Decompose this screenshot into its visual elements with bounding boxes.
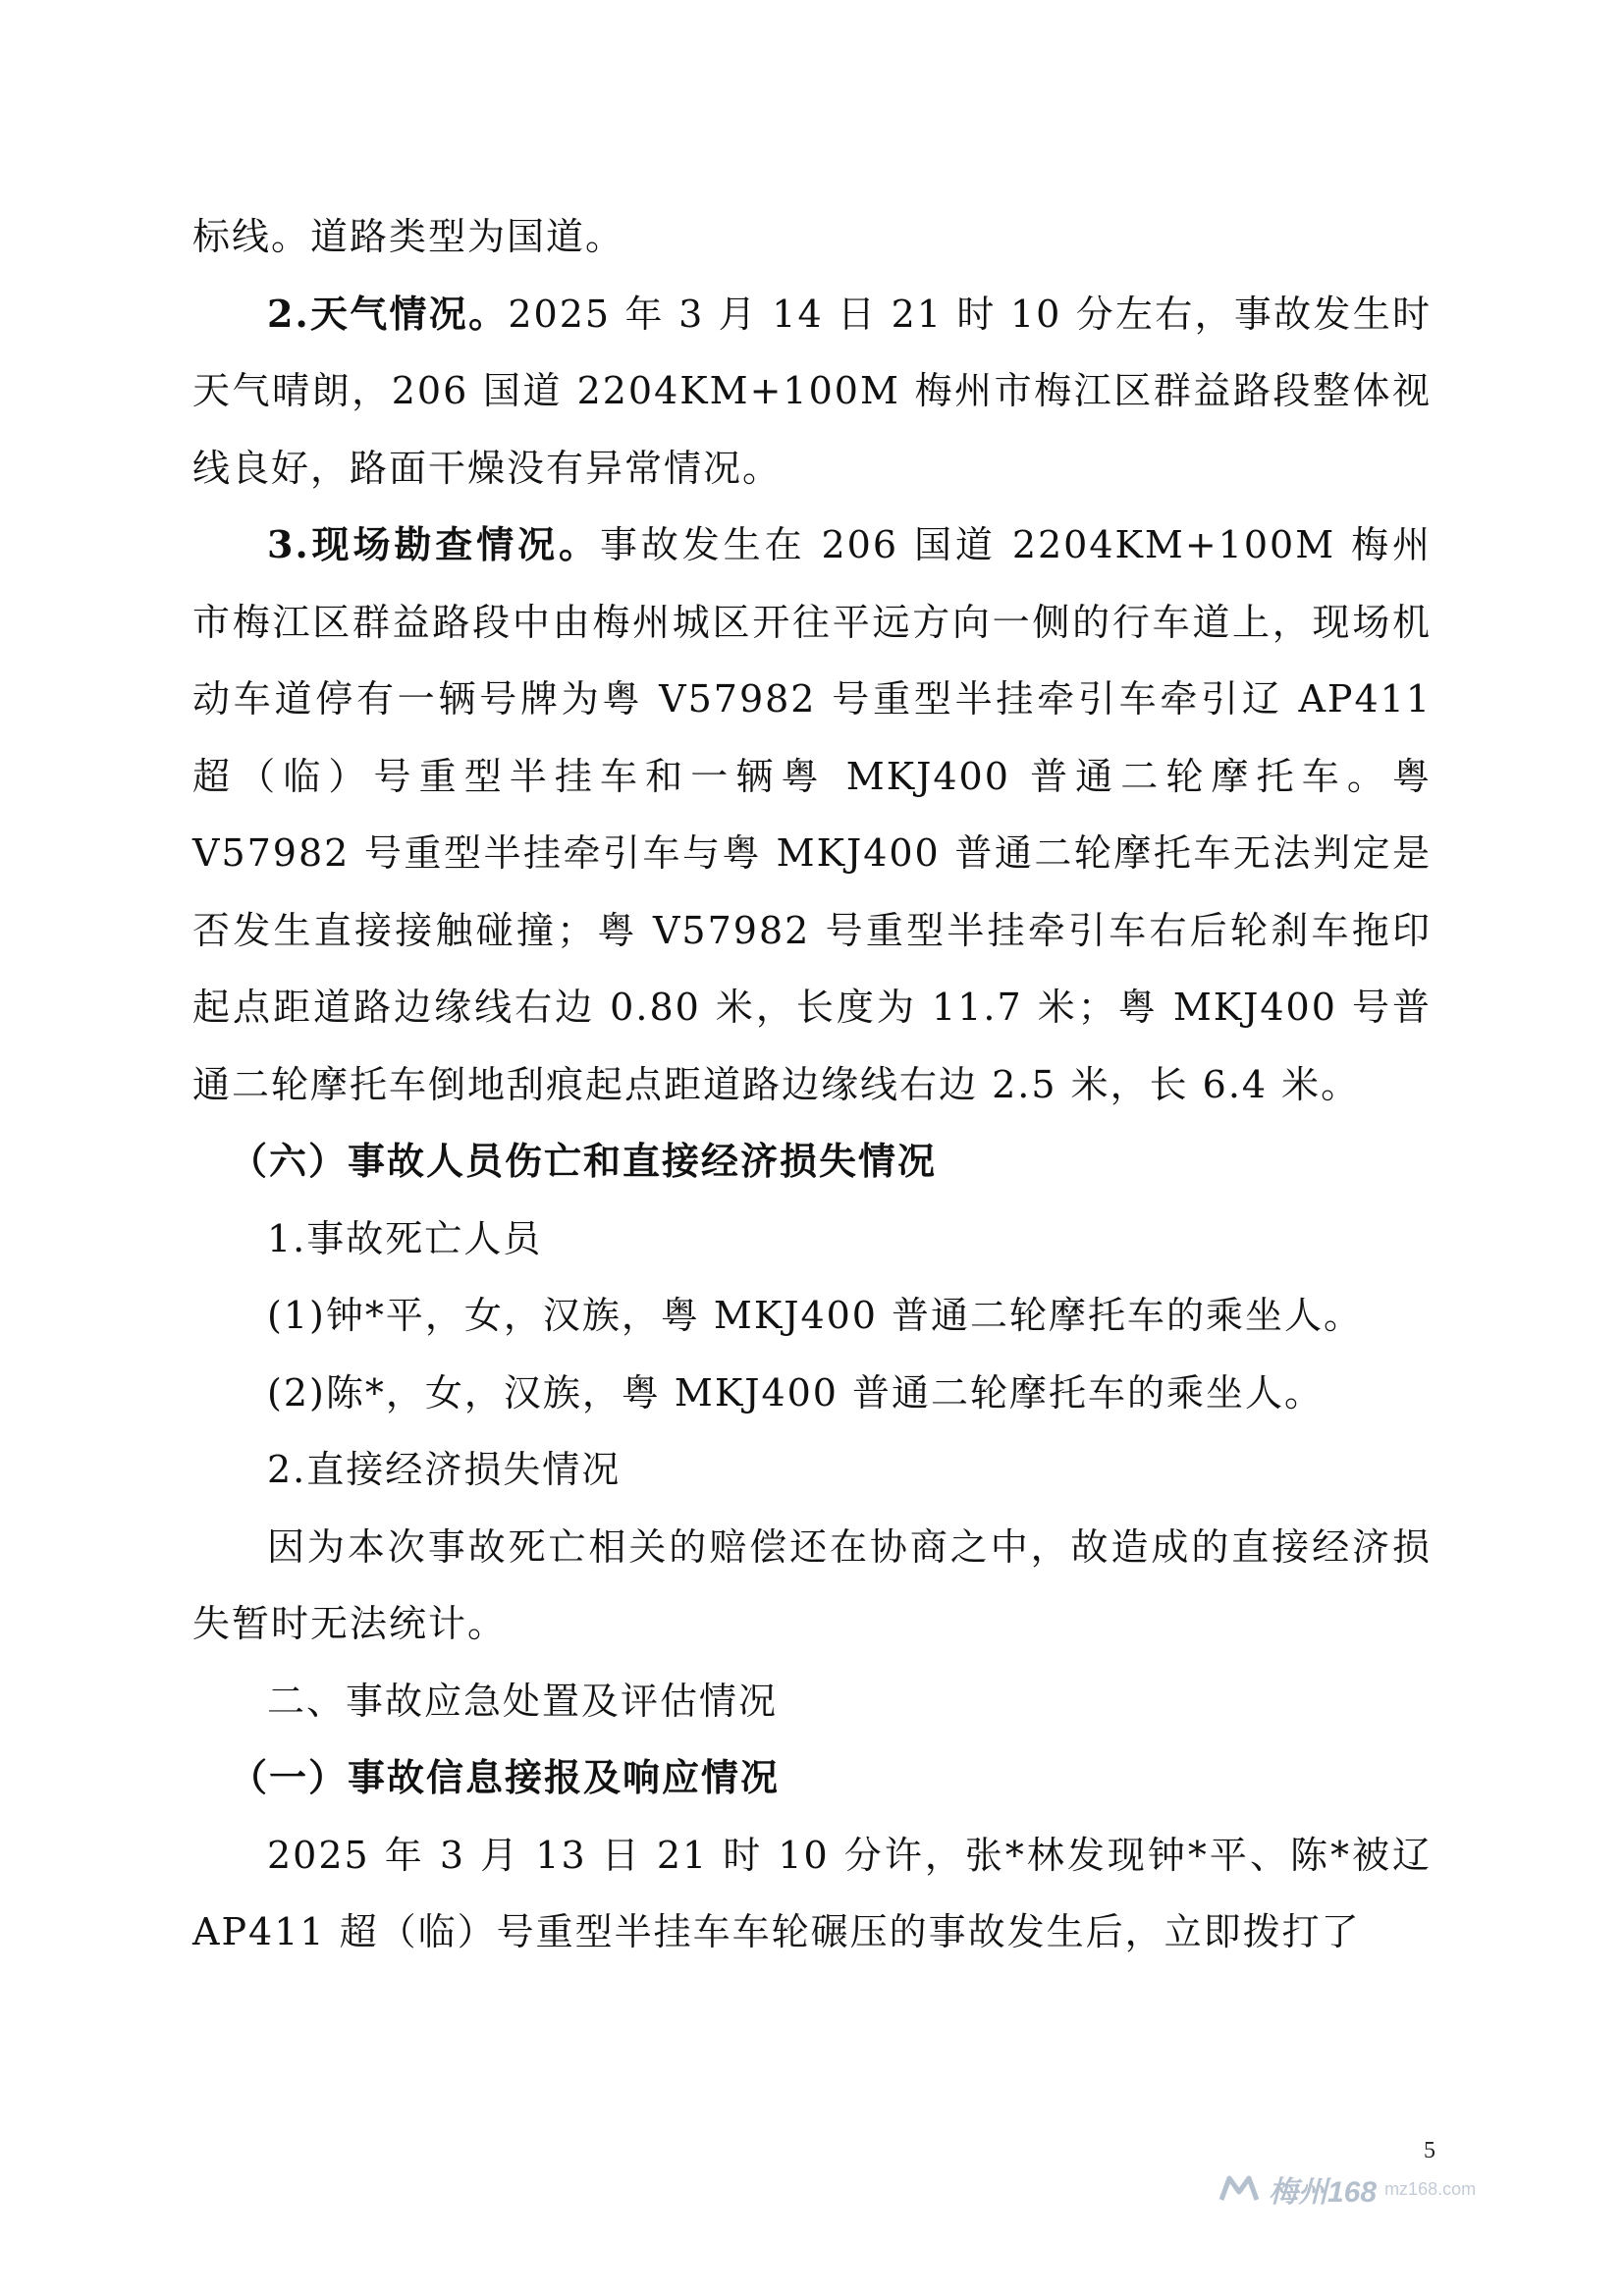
paragraph-economic-loss: 因为本次事故死亡相关的赔偿还在协商之中，故造成的直接经济损失暂时无法统计。 [192, 1524, 1432, 1645]
weather-text: 2025 年 3 月 14 日 21 时 10 分左右，事故发生时天气晴朗，206 国道 2204KM+100M 梅州市梅江区群益路段整体视线良好，路面干燥没有异常情况。 [192, 292, 1432, 490]
subheading-economic-loss: 2.直接经济损失情况 [267, 1448, 622, 1491]
watermark-logo-icon [1218, 2174, 1261, 2204]
paragraph-scene-survey [192, 507, 1432, 1123]
watermark [1218, 2169, 1476, 2209]
watermark-url: mz168.com [1384, 2178, 1477, 2199]
weather-heading: 2.天气情况。 [267, 291, 509, 336]
section-heading-emergency: 二、事故应急处置及评估情况 [267, 1679, 779, 1723]
list-item-deceased-1: (1)钟*平，女，汉族，粤 MKJ400 普通二轮摩托车的乘坐人。 [267, 1294, 1364, 1337]
paragraph-report-response: 2025 年 3 月 13 日 21 时 10 分许，张*林发现钟*平、陈*被辽 AP411 超（临）号重型半挂车车轮碾压的事故发生后，立即拨打了 [192, 1833, 1432, 1953]
section-heading-report-response: （一）事故信息接报及响应情况 [230, 1755, 781, 1799]
document-body [192, 198, 1432, 1971]
list-item-deceased-2: (2)陈*，女，汉族，粤 MKJ400 普通二轮摩托车的乘坐人。 [267, 1370, 1325, 1415]
watermark-brand: 梅州168 [1269, 2176, 1378, 2209]
page-number: 5 [1424, 2138, 1435, 2163]
scene-survey-text: 事故发生在 206 国道 2204KM+100M 梅州市梅江区群益路段中由梅州城区开往平远方向一侧的行车道上，现场机动车道停有一辆号牌为粤 V57982 号重型半挂牵引车牵引辽 AP411 超（临）号重型半挂车和一辆粤 MKJ400 普通二轮摩托车。粤 V57982 号重型半挂牵引车与粤 MKJ400 普通二轮摩托车无法判定是否发生直接接触碰撞；粤 V57982 号重型半挂牵引车右后轮刹车拖印起点距道路边缘线右边 0.80 米，长度为 11.7 米；粤 MKJ400 号普通二轮摩托车倒地刮痕起点距道路边缘线右边 2.5 米，长 6.4 米。 [192, 523, 1432, 1106]
section-heading-casualties: （六）事故人员伤亡和直接经济损失情况 [230, 1139, 938, 1183]
subheading-deceased: 1.事故死亡人员 [267, 1216, 543, 1260]
scene-survey-heading: 3.现场勘查情况。 [267, 522, 600, 566]
paragraph-road-type: 标线。道路类型为国道。 [192, 215, 625, 258]
paragraph-weather [192, 276, 1432, 507]
